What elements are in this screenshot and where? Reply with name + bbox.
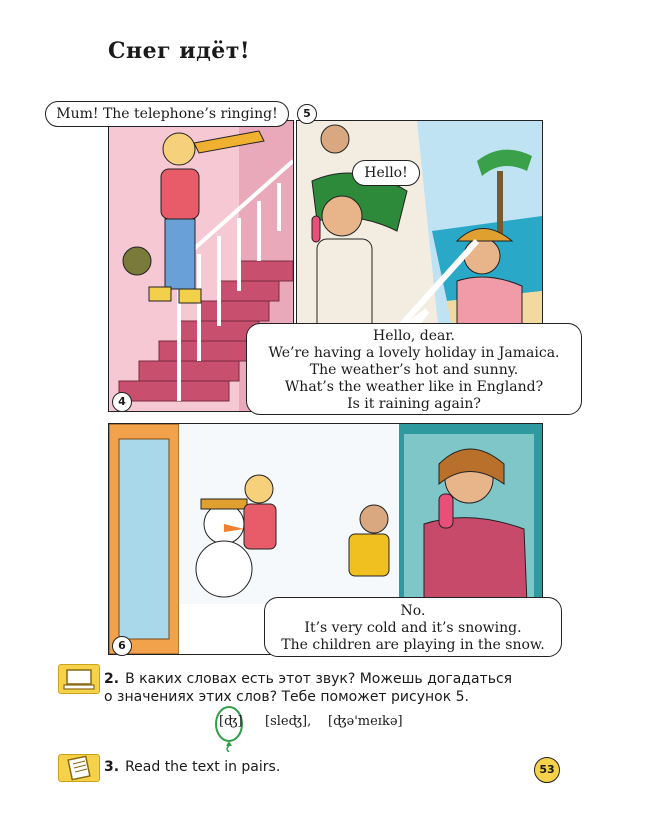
task-3 bbox=[104, 758, 280, 776]
panel-number-6: 6 bbox=[112, 636, 132, 656]
task-2-text-line1: В каких словах есть этот звук? Можешь догадаться bbox=[125, 671, 513, 687]
computer-icon bbox=[58, 664, 100, 694]
bubble-line: Is it raining again? bbox=[347, 396, 481, 412]
task-3-text: Read the text in pairs. bbox=[125, 759, 281, 775]
speech-bubble-hello: Hello! bbox=[352, 160, 420, 186]
page-number: 53 bbox=[534, 757, 560, 783]
panel-number-5: 5 bbox=[297, 104, 317, 124]
page-title: Снег идёт! bbox=[108, 38, 251, 64]
bubble-line: Hello, dear. bbox=[373, 328, 455, 344]
bubble-line: We’re having a lovely holiday in Jamaica. bbox=[268, 345, 560, 361]
word-sledge: [sleʤ], bbox=[265, 714, 312, 729]
bubble-line: What’s the weather like in England? bbox=[284, 379, 544, 395]
notepad-icon bbox=[58, 754, 100, 782]
speech-bubble-panel-5 bbox=[246, 323, 582, 415]
speech-bubble-panel-4: Mum! The telephone’s ringing! bbox=[45, 101, 289, 127]
task-2 bbox=[104, 670, 564, 706]
bubble-line: The children are playing in the snow. bbox=[281, 637, 545, 653]
task-3-number: 3. bbox=[104, 759, 120, 775]
bubble-line: It’s very cold and it’s snowing. bbox=[304, 620, 522, 636]
bubble-line: The weather’s hot and sunny. bbox=[309, 362, 519, 378]
bubble-line: No. bbox=[400, 603, 426, 619]
word-jamaica: [ʤə'meɪkə] bbox=[328, 714, 403, 729]
sound-symbol: [ʤ] bbox=[219, 714, 243, 729]
panel-number-4: 4 bbox=[112, 392, 132, 412]
task-2-number: 2. bbox=[104, 671, 120, 687]
task-2-text-line2: о значениях этих слов? Тебе поможет рисунок 5. bbox=[104, 689, 469, 705]
speech-bubble-panel-6 bbox=[264, 597, 562, 657]
